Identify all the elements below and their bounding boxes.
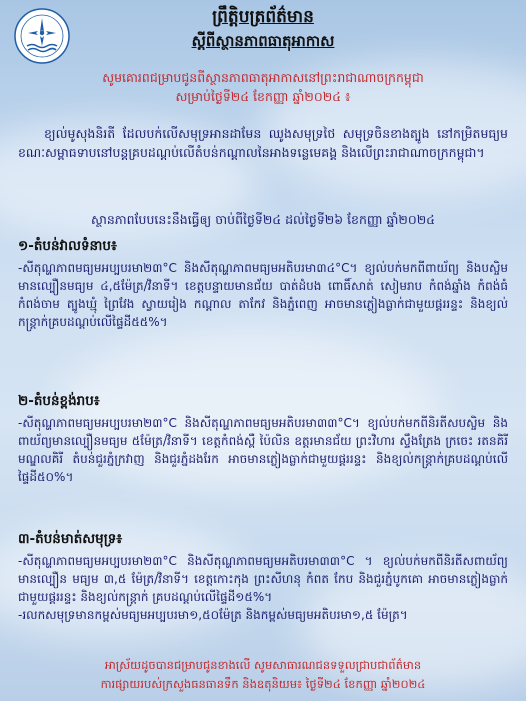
request-date-line: សម្រាប់ថ្ងៃទី២៤ ខែកញ្ញា ឆ្នាំ២០២៤ ៖ [175,89,351,104]
footer-notice [10,656,516,694]
request-block [30,68,496,106]
section-heading: ១-តំបន់វាលទំនាប៖ [18,238,117,254]
section-lowland [18,237,508,331]
section-body: -សីតុណ្ហភាពមធ្យមអប្បបរមា២៣°C និងសីតុណ្ហភាពមធ្យមអតិបរមា៣៣°C។ ខ្យល់បក់មកពីនិរតីសបស្ចិម និងពាយ័ព្យមានល្បឿនមធ្យម ៥ម៉ែត្រ/វិនាទី។ ខេត្តកំពង់ស្ពឺ ប៉ៃលិន ឧត្ដរមានជ័យ ព្រះវិហារ ស្ទឹងត្រែង ក្រចេះ រតនគិរី មណ្ឌលគិរី តំបន់ជួរភ្នំក្រវាញ និងជួរភ្នំដងរែក អាចមានភ្លៀងធ្លាក់ជាមួយផ្គររន្ទះ និងខ្យល់កន្ត្រាក់គ្របដណ្ដប់លើផ្ទៃដី៥០%។ [18,416,508,484]
section-body: -សីតុណ្ហភាពមធ្យមអប្បបរមា២៣°C និងសីតុណ្ហភាពមធ្យមអតិបរមា៣៤°C។ ខ្យល់បក់មកពីពាយ័ព្យ និងបស្ចិម មានល្បឿនមធ្យម ៤,៥ម៉ែត្រ/វិនាទី។ ខេត្តបន្ទាយមានជ័យ បាត់ដំបង ពោធិ៍សាត់ សៀមរាប កំពង់ឆ្នាំង កំពង់ធំ កំពង់ចាម ត្បូងឃ្មុំ ព្រៃវែង ស្វាយរៀង កណ្ដាល តាកែវ និងភ្នំពេញ អាចមានភ្លៀងធ្លាក់ជាមួយផ្គររន្ទះ និងខ្យល់កន្ត្រាក់គ្របដណ្ដប់លើផ្ទៃដី៥៥%។ [18,261,508,329]
section-heading: ៣-តំបន់មាត់សមុទ្រ៖ [18,531,123,547]
bulletin-title: ព្រឹត្តិបត្រព័ត៌មាន [212,7,314,27]
forecast-period: ស្ថានភាពបែបនេះនឹងធ្វើឲ្យ ចាប់ពីថ្ងៃទី២៤ ដល់ថ្ងៃទី២៦ ខែកញ្ញា ឆ្នាំ២០២៤ [90,212,436,227]
section-coastal [18,530,508,624]
section-body: -សីតុណ្ហភាពមធ្យមអប្បបរមា២៣°C និងសីតុណ្ហភាពមធ្យមអតិបរមា៣៣°C ។ ខ្យល់បក់មកពីនិរតីសពាយ័ព្យ មានល្បឿន មធ្យម ៣,៥ ម៉ែត្រ/វិនាទី។ ខេត្តកោះកុង ព្រះសីហនុ កំពត កែប និងជួរភ្នំបូកគោ អាចមានភ្លៀងធ្លាក់ជាមួយផ្គររន្ទះ និងខ្យល់កន្ត្រាក់ គ្របដណ្ដប់លើផ្ទៃដី១៥%។ [18,554,508,604]
footer-source: ការផ្សាយរបស់ក្រសួងធនធានទឹក និងឧតុនិយម៖ ថ្ងៃទី២៤ ខែកញ្ញា ឆ្នាំ២០២៤ [100,677,426,691]
section-heading: ២-តំបន់ខ្ពង់រាប៖ [18,393,100,409]
footer-line: អាស្រ័យដូចបានជម្រាបជូនខាងលើ សូមសាធារណជនទទួលជ្រាបជាព័ត៌មាន [104,658,422,672]
intro-paragraph: ខ្យល់មូសុងនិរតី ដែលបក់លើសមុទ្រអានដាមែន ឈូងសមុទ្រថៃ សមុទ្រចិនខាងត្បូង នៅកម្រិតមធ្យម ខណៈសម្ពាធទាបនៅបន្តគ្របដណ្ដប់លើតំបន់កណ្ដាលនៃអាងទន្លេមេគង្គ និងលើព្រះរាជាណាចក្រកម្ពុជា។ [18,126,508,160]
section-waves: -រលកសមុទ្រមានកម្ពស់មធ្យមអប្បបរមា១,៥០ម៉ែត្រ និងកម្ពស់មធ្យមអតិបរមា១,៥ ម៉ែត្រ។ [18,608,408,622]
section-plateau [18,392,508,486]
bulletin-subtitle: ស្ដីពីស្ថានភាពធាតុអាកាស [191,32,335,50]
request-line: សូមគោរពជម្រាបជូនពីស្ថានភាពធាតុអាកាសនៅព្រះរាជាណាចក្រកម្ពុជា [102,70,424,85]
